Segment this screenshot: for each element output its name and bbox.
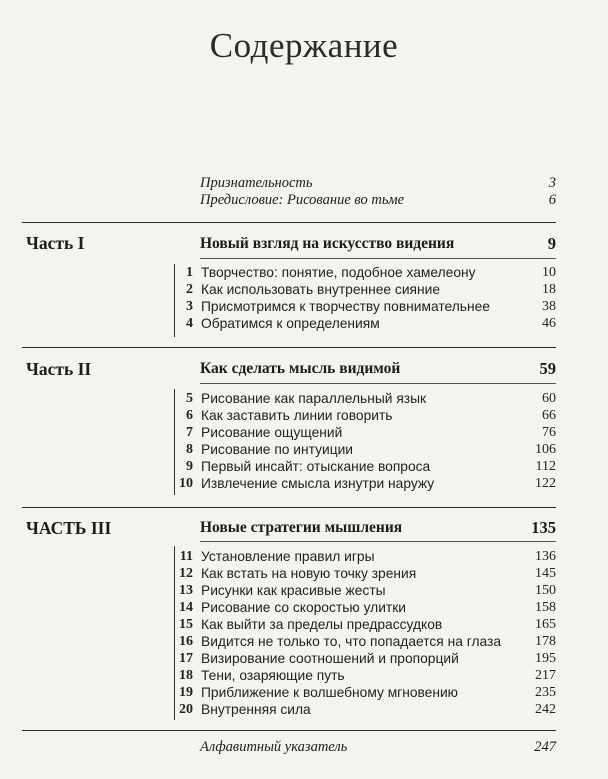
entry-title: Признательность [200, 175, 313, 191]
part-title-row[interactable] [200, 519, 556, 537]
chapter-row[interactable] [150, 549, 556, 566]
chapter-row[interactable] [150, 651, 556, 668]
chapter-number: 3 [186, 299, 193, 314]
chapter-number: 10 [179, 476, 193, 491]
part-divider [22, 347, 556, 348]
page-title: Содержание [209, 26, 399, 65]
chapter-number: 20 [179, 702, 193, 717]
chapter-row[interactable] [150, 476, 556, 493]
chapter-number: 11 [179, 549, 193, 564]
chapter-page: 66 [542, 408, 556, 423]
chapter-number: 8 [186, 442, 193, 457]
chapter-number: 7 [186, 425, 193, 440]
chapter-number: 2 [186, 282, 193, 297]
toc-entry-preface[interactable] [200, 192, 556, 209]
chapter-title: Внутренняя сила [201, 702, 311, 717]
chapter-page: 195 [535, 651, 556, 666]
chapter-row[interactable] [150, 299, 556, 316]
chapter-title: Видится не только то, что попадается на глаза [201, 634, 502, 649]
entry-page: 6 [548, 192, 556, 208]
chapter-title: Как использовать внутреннее сияние [201, 282, 440, 297]
part-label: ЧАСТЬ III [26, 518, 112, 538]
part-title: Новые стратегии мышления [200, 519, 403, 536]
chapter-number: 16 [179, 634, 193, 649]
chapter-page: 145 [535, 566, 556, 581]
chapter-page: 106 [535, 442, 556, 457]
chapter-title: Тени, озаряющие путь [201, 668, 345, 683]
entry-page: 247 [534, 739, 556, 755]
part-title-row[interactable] [200, 360, 556, 378]
chapter-page: 38 [542, 299, 556, 314]
part-label: Часть II [26, 359, 92, 379]
chapter-title: Обратимся к определениям [201, 316, 380, 331]
chapter-title: Рисование как параллельный язык [201, 391, 427, 406]
chapter-number: 1 [186, 265, 193, 280]
chapter-number: 12 [179, 566, 193, 581]
chapter-number: 13 [179, 583, 193, 598]
part-label: Часть I [26, 233, 85, 253]
chapter-page: 18 [542, 282, 556, 297]
chapter-number: 19 [179, 685, 193, 700]
chapter-page: 242 [535, 702, 556, 717]
chapter-page: 158 [535, 600, 556, 615]
chapter-row[interactable] [150, 566, 556, 583]
chapter-page: 10 [542, 265, 556, 280]
chapter-title: Приближение к волшебному мгновению [201, 685, 459, 700]
part-page: 9 [547, 234, 556, 253]
entry-title: Предисловие: Рисование во тьме [200, 192, 405, 208]
chapter-row[interactable] [150, 442, 556, 459]
chapter-page: 150 [535, 583, 556, 598]
chapter-page: 165 [535, 617, 556, 632]
chapter-page: 136 [535, 549, 556, 564]
chapter-title: Извлечение смысла изнутри наружу [201, 476, 435, 491]
part-title-underline [200, 541, 556, 542]
entry-page: 3 [548, 175, 556, 191]
chapter-title: Визирование соотношений и пропорций [201, 651, 459, 666]
toc-entry-index[interactable] [200, 739, 556, 756]
chapter-title: Рисование со скоростью улитки [201, 600, 406, 615]
chapter-number: 14 [179, 600, 193, 615]
part-title-row[interactable] [200, 235, 556, 253]
part-page: 59 [539, 359, 556, 378]
chapter-page: 112 [535, 459, 556, 474]
chapter-row[interactable] [150, 459, 556, 476]
chapter-page: 46 [542, 316, 556, 331]
chapter-page: 122 [535, 476, 556, 491]
chapter-row[interactable] [150, 265, 556, 282]
chapter-row[interactable] [150, 702, 556, 719]
chapter-row[interactable] [150, 685, 556, 702]
chapter-title: Как встать на новую точку зрения [201, 566, 417, 581]
chapter-number: 17 [179, 651, 193, 666]
chapter-number: 4 [186, 316, 193, 331]
part-title-underline [200, 258, 556, 259]
part-title-underline [200, 383, 556, 384]
chapter-page: 217 [535, 668, 556, 683]
chapter-page: 76 [542, 425, 556, 440]
chapter-title: Как выйти за пределы предрассудков [201, 617, 443, 632]
entry-title: Алфавитный указатель [200, 739, 348, 755]
part-title: Новый взгляд на искусство видения [200, 235, 455, 252]
chapter-number: 5 [186, 391, 193, 406]
chapter-number: 18 [179, 668, 193, 683]
chapter-row[interactable] [150, 668, 556, 685]
chapter-page: 178 [535, 634, 556, 649]
part-title: Как сделать мысль видимой [200, 360, 401, 377]
chapter-title: Присмотримся к творчеству повнимательнее [201, 299, 490, 314]
chapter-row[interactable] [150, 425, 556, 442]
chapter-title: Первый инсайт: отыскание вопроса [201, 459, 431, 474]
footer-divider [22, 730, 556, 731]
chapter-row[interactable] [150, 408, 556, 425]
chapter-row[interactable] [150, 617, 556, 634]
chapter-page: 235 [535, 685, 556, 700]
chapter-page: 60 [542, 391, 556, 406]
chapter-number: 6 [186, 408, 193, 423]
chapter-title: Как заставить линии говорить [201, 408, 393, 423]
part-page: 135 [531, 518, 556, 537]
chapter-title: Рисунки как красивые жесты [201, 583, 386, 598]
chapter-row[interactable] [150, 282, 556, 299]
chapter-row[interactable] [150, 600, 556, 617]
part-divider [22, 222, 556, 223]
chapter-number: 15 [179, 617, 193, 632]
part-divider [22, 507, 556, 508]
chapter-title: Творчество: понятие, подобное хамелеону [201, 265, 476, 280]
chapter-number: 9 [186, 459, 193, 474]
chapter-title: Рисование ощущений [201, 425, 343, 440]
chapter-title: Установление правил игры [201, 549, 375, 564]
toc-entry-acknowledgements[interactable] [200, 175, 556, 192]
chapter-row[interactable] [150, 316, 556, 333]
chapter-row[interactable] [150, 391, 556, 408]
chapter-row[interactable] [150, 583, 556, 600]
chapter-row[interactable] [150, 634, 556, 651]
chapter-title: Рисование по интуиции [201, 442, 354, 457]
